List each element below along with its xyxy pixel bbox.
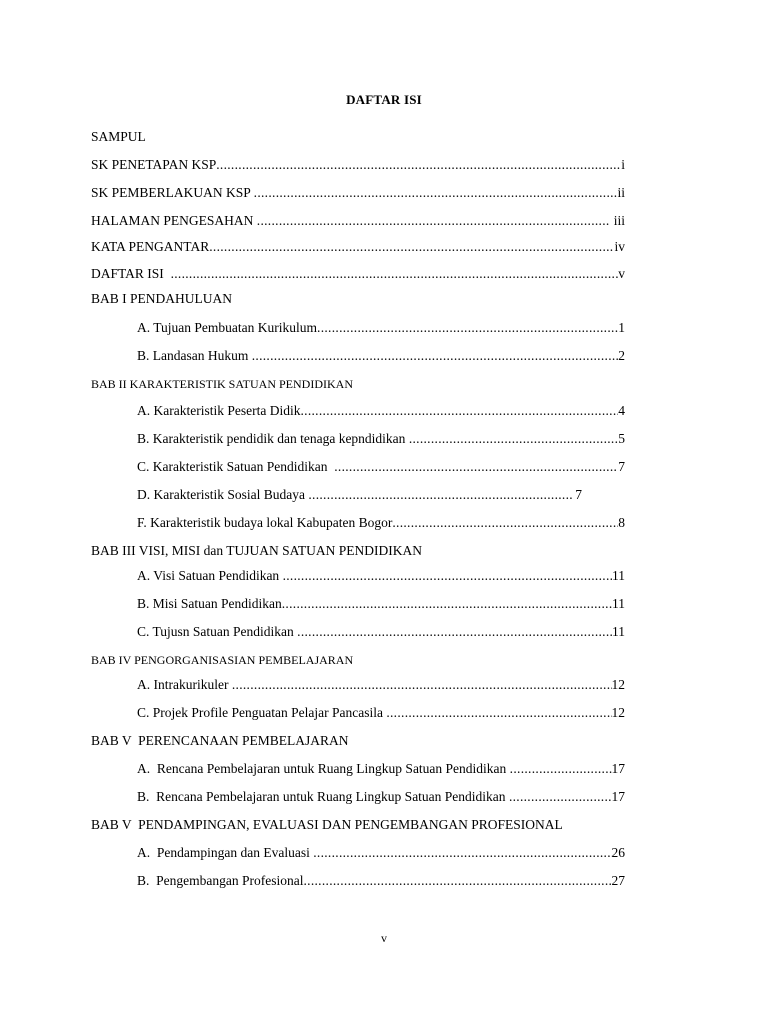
toc-page-number: v <box>618 266 625 281</box>
toc-entry <box>91 157 625 173</box>
toc-label: C. Tujusn Satuan Pendidikan <box>137 624 298 639</box>
toc-entry <box>137 515 625 531</box>
toc-chapter-heading <box>91 652 353 668</box>
dot-leader <box>254 185 618 201</box>
toc-label: SK PEMBERLAKUAN KSP <box>91 185 254 200</box>
dot-leader <box>303 873 611 889</box>
dot-leader <box>317 320 618 336</box>
toc-page-number: 11 <box>612 568 625 583</box>
toc-page-number: 1 <box>618 320 625 335</box>
toc-label: A. Rencana Pembelajaran untuk Ruang Lingkup Satuan Pendidikan <box>137 761 510 776</box>
dot-leader <box>297 624 612 640</box>
page-footer-number: v <box>381 931 387 945</box>
toc-entry <box>137 348 625 364</box>
dot-leader <box>510 761 612 777</box>
toc-entry <box>137 568 625 584</box>
dot-leader <box>282 596 612 612</box>
dot-leader <box>283 568 612 584</box>
toc-page-number: 12 <box>611 677 625 692</box>
toc-label: A. Karakteristik Peserta Didik <box>137 403 301 418</box>
toc-label: A. Pendampingan dan Evaluasi <box>137 845 314 860</box>
dot-leader <box>232 677 612 693</box>
toc-label: B. Rencana Pembelajaran untuk Ruang Lingkup Satuan Pendidikan <box>137 789 509 804</box>
toc-chapter-heading <box>91 733 349 749</box>
toc-label: A. Tujuan Pembuatan Kurikulum <box>137 320 318 335</box>
toc-page-number: 11 <box>612 624 625 639</box>
dot-leader <box>252 348 619 364</box>
toc-page-number: 26 <box>611 845 625 860</box>
toc-heading-sampul <box>91 129 146 145</box>
toc-page-number: 4 <box>618 403 625 418</box>
dot-leader <box>308 487 572 503</box>
toc-entry <box>137 677 625 693</box>
toc-entry <box>137 320 625 336</box>
toc-entry <box>137 596 625 612</box>
toc-chapter-heading <box>91 817 563 833</box>
toc-chapter-heading <box>91 376 353 392</box>
dot-leader <box>392 515 618 531</box>
toc-entry <box>137 431 625 447</box>
toc-page-number: 7 <box>618 459 625 474</box>
toc-label: B. Misi Satuan Pendidikan <box>137 596 282 611</box>
toc-entry <box>137 487 582 503</box>
toc-page-number: 2 <box>618 348 625 363</box>
page-title: DAFTAR ISI <box>346 92 422 107</box>
toc-label: SAMPUL <box>91 129 146 144</box>
toc-label: DAFTAR ISI <box>91 266 171 281</box>
dot-leader <box>300 403 618 419</box>
dot-leader <box>313 845 611 861</box>
toc-entry <box>137 845 625 861</box>
dot-leader <box>334 459 618 475</box>
toc-entry <box>137 761 625 777</box>
toc-entry <box>137 705 625 721</box>
toc-page-number: 7 <box>571 487 582 502</box>
toc-label: B. Karakteristik pendidik dan tenaga kepndidikan <box>137 431 409 446</box>
toc-label: BAB II KARAKTERISTIK SATUAN PENDIDIKAN <box>91 377 353 391</box>
toc-label: BAB I PENDAHULUAN <box>91 291 232 306</box>
toc-page-number: 12 <box>611 705 625 720</box>
dot-leader <box>209 239 614 255</box>
toc-label: BAB V PERENCANAAN PEMBELAJARAN <box>91 733 349 748</box>
toc-label: C. Projek Profile Penguatan Pelajar Pancasila <box>137 705 387 720</box>
toc-entry <box>137 459 625 475</box>
toc-entry <box>91 185 625 201</box>
toc-label: BAB IV PENGORGANISASIAN PEMBELAJARAN <box>91 653 354 667</box>
toc-page-number: 8 <box>618 515 625 530</box>
toc-label: D. Karakteristik Sosial Budaya <box>137 487 309 502</box>
dot-leader <box>257 213 611 229</box>
toc-page-number: 17 <box>611 761 625 776</box>
toc-chapter-heading <box>91 291 232 307</box>
toc-label: BAB V PENDAMPINGAN, EVALUASI DAN PENGEMBANGAN PROFESIONAL <box>91 817 563 832</box>
toc-entry <box>137 789 625 805</box>
dot-leader <box>216 157 621 173</box>
toc-entry <box>137 403 625 419</box>
toc-entry <box>137 873 625 889</box>
toc-label: B. Landasan Hukum <box>137 348 252 363</box>
toc-page-number: iv <box>614 239 625 254</box>
toc-label: F. Karakteristik budaya lokal Kabupaten Bogor <box>137 515 393 530</box>
toc-label: A. Intrakurikuler <box>137 677 232 692</box>
dot-leader <box>171 266 619 282</box>
toc-label: A. Visi Satuan Pendidikan <box>137 568 283 583</box>
dot-leader <box>409 431 618 447</box>
toc-chapter-heading <box>91 543 422 559</box>
toc-page-number: 27 <box>611 873 625 888</box>
toc-label: HALAMAN PENGESAHAN <box>91 213 257 228</box>
toc-page-number: 11 <box>612 596 625 611</box>
toc-label: KATA PENGANTAR <box>91 239 210 254</box>
toc-page-number: ii <box>617 185 625 200</box>
toc-label: B. Pengembangan Profesional <box>137 873 304 888</box>
toc-entry <box>137 624 625 640</box>
toc-page-number: i <box>621 157 625 172</box>
toc-label: C. Karakteristik Satuan Pendidikan <box>137 459 335 474</box>
toc-label: SK PENETAPAN KSP <box>91 157 217 172</box>
toc-page-number: 5 <box>618 431 625 446</box>
dot-leader <box>386 705 611 721</box>
toc-page-number: iii <box>610 213 625 228</box>
toc-entry <box>91 266 625 282</box>
toc-entry <box>91 239 625 255</box>
toc-page-number: 17 <box>611 789 625 804</box>
toc-entry <box>91 213 625 229</box>
toc-label: BAB III VISI, MISI dan TUJUAN SATUAN PENDIDIKAN <box>91 543 422 558</box>
dot-leader <box>509 789 612 805</box>
